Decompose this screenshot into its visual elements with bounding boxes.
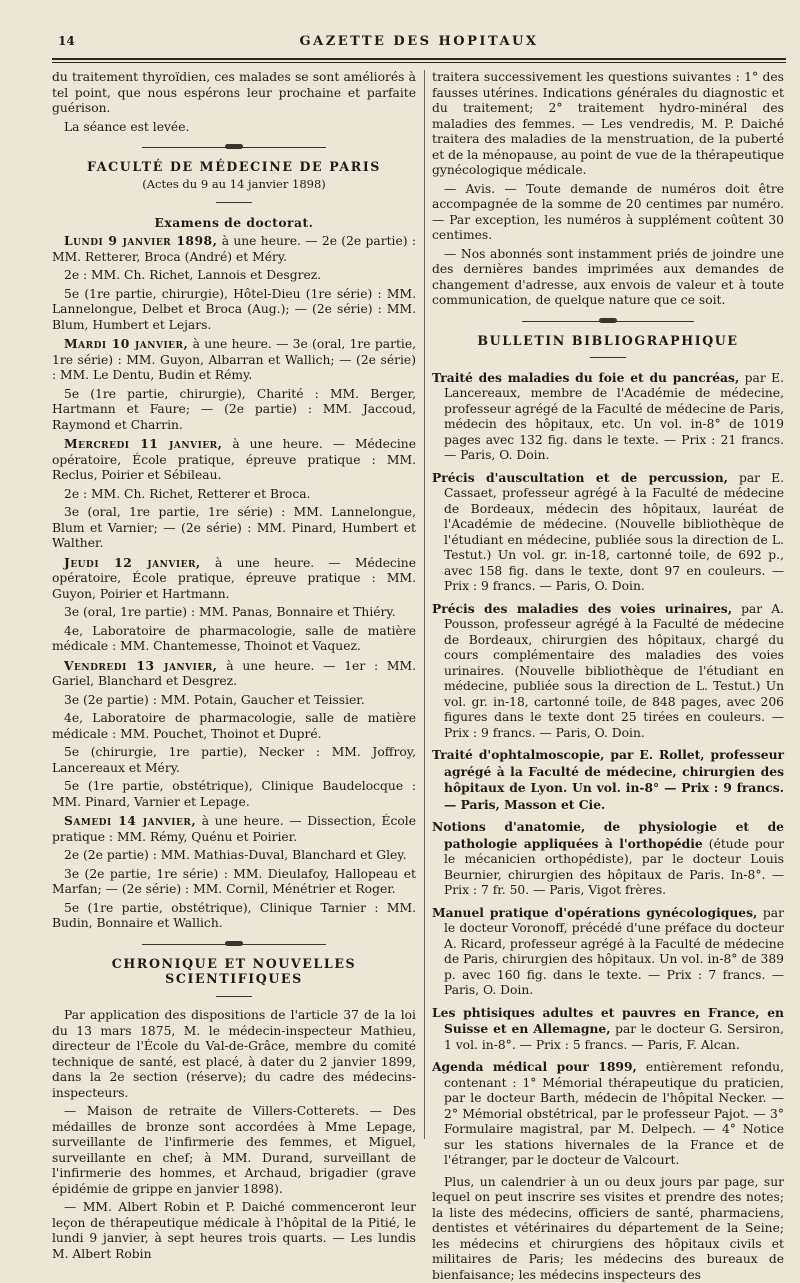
closing-paragraph: Plus, un calendrier à un ou deux jours par page, sur lequel on peut inscrire ses visites et prendre des notes; la liste des médecins, officiers de santé, pharmaciens, dentistes et vétérinaires du département de la Seine; les médecins et chirurgiens des hôpitaux civils et militaires de Paris; les médecins des bureaux de bienfaisance; les médecins inspecteurs des — [432, 1175, 784, 1283]
ornament-divider — [432, 315, 784, 327]
page-header — [52, 34, 786, 56]
faculte-subtitle: (Actes du 9 au 14 janvier 1898) — [52, 177, 416, 193]
exam-day: Mardi 10 janvier, — [64, 336, 188, 351]
page-number: 14 — [58, 34, 75, 48]
bibliography-entry — [432, 905, 784, 999]
book-details: (étude pour le mécanicien orthopédiste), par le docteur Louis Beurnier, chirurgien des hôpitaux de Paris. In-8°. — Prix : 7 fr. 50. — Paris, Vigot frères. — [444, 837, 784, 898]
short-rule — [52, 195, 416, 211]
exam-day: Jeudi 12 janvier, — [64, 555, 201, 570]
book-details: par le docteur Voronoff, précédé d'une préface du docteur A. Ricard, professeur agrégé à la Faculté de médecine de Paris, chirurgien des hôpitaux. Un vol. in-8° de 389 p. avec 160 fig. dans le texte. — Prix : 7 francs. — Paris, O. Doin. — [444, 906, 784, 998]
short-rule — [52, 989, 416, 1005]
exam-day: Lundi 9 janvier 1898, — [64, 233, 217, 248]
exam-entry — [52, 901, 416, 932]
bibliography-entry — [432, 747, 784, 813]
exam-entry — [52, 624, 416, 655]
exam-entry — [52, 387, 416, 434]
exam-entry — [52, 487, 416, 503]
chronique-paragraph: — Maison de retraite de Villers-Cotterets. — Des médailles de bronze sont accordées à Mme Lepage, surveillante de l'infirmerie des femmes, et Miguel, surveillante en chef; à MM. Durand, surveillant de l'infirmerie des hommes, et Archaud, brigadier (grave épidémie de grippe en janvier 1898). — [52, 1104, 416, 1197]
book-details: par A. Pousson, professeur agrégé à la Faculté de médecine de Bordeaux, chirurgien des hôpitaux, chargé du cours complémentaire des maladies des voies urinaires. (Nouvelle bibliothèque de l'étudiant en médecine, publiée sous la direction de L. Testut.) Un vol. gr. in-18, cartonné toile, de 848 pages, avec 206 figures dans le texte dont 25 tirées en couleurs. — Prix : 9 francs. — Paris, O. Doin. — [444, 602, 784, 740]
exam-text: 2e : MM. Ch. Richet, Lannois et Desgrez. — [64, 268, 321, 282]
intro-paragraph: du traitement thyroïdien, ces malades se sont améliorés à tel point, que nous espérons leur prochaine et parfaite guérison. — [52, 70, 416, 117]
bibliography-list — [432, 370, 784, 1169]
book-title: Agenda médical pour 1899, — [432, 1059, 637, 1074]
column-divider — [424, 70, 425, 1139]
book-title: Notions d'anatomie, de physiologie et de pathologie appliquées à l'orthopédie — [432, 819, 784, 851]
continuation-paragraph: — Nos abonnés sont instamment priés de joindre une des dernières bandes imprimées aux demandes de changement d'adresse, aux envois de valeur et à toute communication, de quelque nature que ce soit. — [432, 247, 784, 309]
bulletin-title: BULLETIN BIBLIOGRAPHIQUE — [432, 333, 784, 349]
exam-entry — [52, 813, 416, 845]
exam-text: 3e (oral, 1re partie, 1re série) : MM. Lannelongue, Blum et Varnier; — (2e série) : MM. Pinard, Humbert et Walther. — [52, 505, 416, 550]
exam-text: 5e (1re partie, obstétrique), Clinique Tarnier : MM. Budin, Bonnaire et Wallich. — [52, 901, 416, 931]
exams-title: Examens de doctorat. — [52, 215, 416, 231]
book-title: Précis d'auscultation et de percussion, — [432, 470, 728, 485]
faculte-title: FACULTÉ DE MÉDECINE DE PARIS — [52, 159, 416, 175]
exam-text: à une heure. — Dissection, École pratique : MM. Rémy, Quénu et Poirier. — [52, 814, 416, 844]
exam-entry — [52, 436, 416, 484]
exam-text: 2e : MM. Ch. Richet, Retterer et Broca. — [64, 487, 310, 501]
bibliography-entry — [432, 819, 784, 899]
page-title: GAZETTE DES HOPITAUX — [52, 34, 786, 49]
right-column — [432, 70, 784, 1161]
continuation-paragraph: — Avis. — Toute demande de numéros doit être accompagnée de la somme de 20 centimes par numéro. — Par exception, les numéros à supplément coûtent 30 centimes. — [432, 182, 784, 244]
book-title: Précis des maladies des voies urinaires, — [432, 601, 732, 616]
chronique-paragraph: — MM. Albert Robin et P. Daiché commenceront leur leçon de thérapeutique médicale à l'hôpital de la Pitié, le lundi 9 janvier, à sept heures trois quarts. — Les lundis M. Albert Robin — [52, 1200, 416, 1262]
bibliography-entry — [432, 601, 784, 742]
short-rule — [432, 350, 784, 366]
exam-entry — [52, 745, 416, 776]
exam-entry — [52, 233, 416, 265]
exam-text: 5e (1re partie, obstétrique), Clinique Baudelocque : MM. Pinard, Varnier et Lepage. — [52, 779, 416, 809]
exam-entry — [52, 336, 416, 384]
continuation-paragraph: traitera successivement les questions suivantes : 1° des fausses utérines. Indications générales du diagnostic et du traitement; 2° traitement hydro-minéral des maladies des femmes. — Les vendredis, M. P. Daiché traitera des maladies de la menstruation, de la puberté et de la ménopause, au point de vue de la thérapeutique gynécologique médicale. — [432, 70, 784, 179]
exam-list — [52, 233, 416, 932]
exam-text: 3e (2e partie) : MM. Potain, Gaucher et Teissier. — [64, 693, 365, 707]
exam-text: à une heure. — Médecine opératoire, École pratique, épreuve pratique : MM. Reclus, Poirier et Sébileau. — [52, 437, 416, 482]
exam-day: Samedi 14 janvier, — [64, 813, 196, 828]
bibliography-entry — [432, 370, 784, 464]
exam-entry — [52, 848, 416, 864]
intro-paragraph: La séance est levée. — [52, 120, 416, 136]
bibliography-entry — [432, 470, 784, 595]
book-details: entièrement refondu, contenant : 1° Mémorial thérapeutique du praticien, par le docteur Barth, médecin de l'hôpital Necker. — 2° Mémorial obstétrical, par le professeur Pajot. — 3° Formulaire magistral, par M. Delpech. — 4° Notice sur les stations hivernales de la France et de l'étranger, par le docteur de Valcourt. — [444, 1060, 784, 1167]
book-title: Traité des maladies du foie et du pancréas, — [432, 370, 739, 385]
exam-text: à une heure. — Médecine opératoire, École pratique, épreuve pratique : MM. Guyon, Poirier et Hartmann. — [52, 556, 416, 601]
chronique-title: CHRONIQUE ET NOUVELLES SCIENTIFIQUES — [52, 956, 416, 987]
exam-entry — [52, 658, 416, 690]
header-rule — [52, 58, 786, 63]
exam-text: 3e (2e partie, 1re série) : MM. Dieulafoy, Hallopeau et Marfan; — (2e série) : MM. Cornil, Ménétrier et Roger. — [52, 867, 416, 897]
exam-entry — [52, 605, 416, 621]
ornament-divider — [52, 938, 416, 950]
bibliography-entry — [432, 1059, 784, 1169]
exam-text: 4e, Laboratoire de pharmacologie, salle de matière médicale : MM. Chantemesse, Thoinot et Vaquez. — [52, 624, 416, 654]
exam-entry — [52, 867, 416, 898]
book-title: Traité d'ophtalmoscopie, par E. Rollet, professeur agrégé à la Faculté de médecine, chirurgien des hôpitaux de Lyon. Un vol. in-8° — Prix : 9 francs. — Paris, Masson et Cie. — [432, 747, 784, 812]
exam-entry — [52, 268, 416, 284]
exam-entry — [52, 505, 416, 552]
book-title: Les phtisiques adultes et pauvres en France, en Suisse et en Allemagne, — [432, 1005, 784, 1037]
exam-text: à une heure. — 1er : MM. Gariel, Blanchard et Desgrez. — [52, 659, 416, 689]
book-details: par le docteur G. Sersiron, 1 vol. in-8°. — Prix : 5 francs. — Paris, F. Alcan. — [444, 1022, 784, 1052]
chronique-paragraph: Par application des dispositions de l'article 37 de la loi du 13 mars 1875, M. le médecin-inspecteur Mathieu, directeur de l'École du Val-de-Grâce, membre du comité technique de santé, est placé, à dater du 2 janvier 1899, dans la 2e section (réserve); du cadre des médecins-inspecteurs. — [52, 1008, 416, 1101]
exam-day: Vendredi 13 janvier, — [64, 658, 217, 673]
book-details: par E. Lancereaux, membre de l'Académie de médecine, professeur agrégé de la Faculté de médecine de Paris, médecin des hôpitaux, etc. Un vol. in-8° de 1019 pages avec 132 fig. dans le texte. — Prix : 21 francs. — Paris, O. Doin. — [444, 371, 784, 463]
exam-entry — [52, 711, 416, 742]
exam-entry — [52, 693, 416, 709]
exam-text: 4e, Laboratoire de pharmacologie, salle de matière médicale : MM. Pouchet, Thoinot et Dupré. — [52, 711, 416, 741]
left-column — [52, 70, 416, 1161]
exam-text: 3e (oral, 1re partie) : MM. Panas, Bonnaire et Thiéry. — [64, 605, 396, 619]
exam-entry — [52, 287, 416, 334]
exam-text: 2e (2e partie) : MM. Mathias-Duval, Blanchard et Gley. — [64, 848, 407, 862]
exam-text: à une heure. — 2e (2e partie) : MM. Retterer, Broca (André) et Méry. — [52, 234, 416, 264]
bibliography-entry — [432, 1005, 784, 1054]
exam-text: 5e (1re partie, chirurgie), Hôtel-Dieu (1re série) : MM. Lannelongue, Delbet et Broca (Aug.); — (2e série) : MM. Blum, Humbert et Lejars. — [52, 287, 416, 332]
exam-day: Mercredi 11 janvier, — [64, 436, 222, 451]
exam-text: 5e (chirurgie, 1re partie), Necker : MM. Joffroy, Lancereaux et Méry. — [52, 745, 416, 775]
exam-entry — [52, 779, 416, 810]
book-title: Manuel pratique d'opérations gynécologiques, — [432, 905, 757, 920]
ornament-divider — [52, 141, 416, 153]
exam-entry — [52, 555, 416, 603]
exam-text: à une heure. — 3e (oral, 1re partie, 1re série) : MM. Guyon, Albarran et Wallich; — (2e série) : MM. Le Dentu, Budin et Rémy. — [52, 337, 416, 382]
book-details: par E. Cassaet, professeur agrégé à la Faculté de médecine de Bordeaux, médecin des hôpitaux, lauréat de l'Académie de médecine. (Nouvelle bibliothèque de l'étudiant en médecine, publiée sous la direction de L. Testut.) Un vol. gr. in-18, cartonné toile, de 692 p., avec 158 fig. dans le texte, dont 97 en couleurs. — Prix : 9 francs. — Paris, O. Doin. — [444, 471, 784, 594]
exam-text: 5e (1re partie, chirurgie), Charité : MM. Berger, Hartmann et Faure; — (2e partie) : MM. Jaccoud, Raymond et Charrin. — [52, 387, 416, 432]
